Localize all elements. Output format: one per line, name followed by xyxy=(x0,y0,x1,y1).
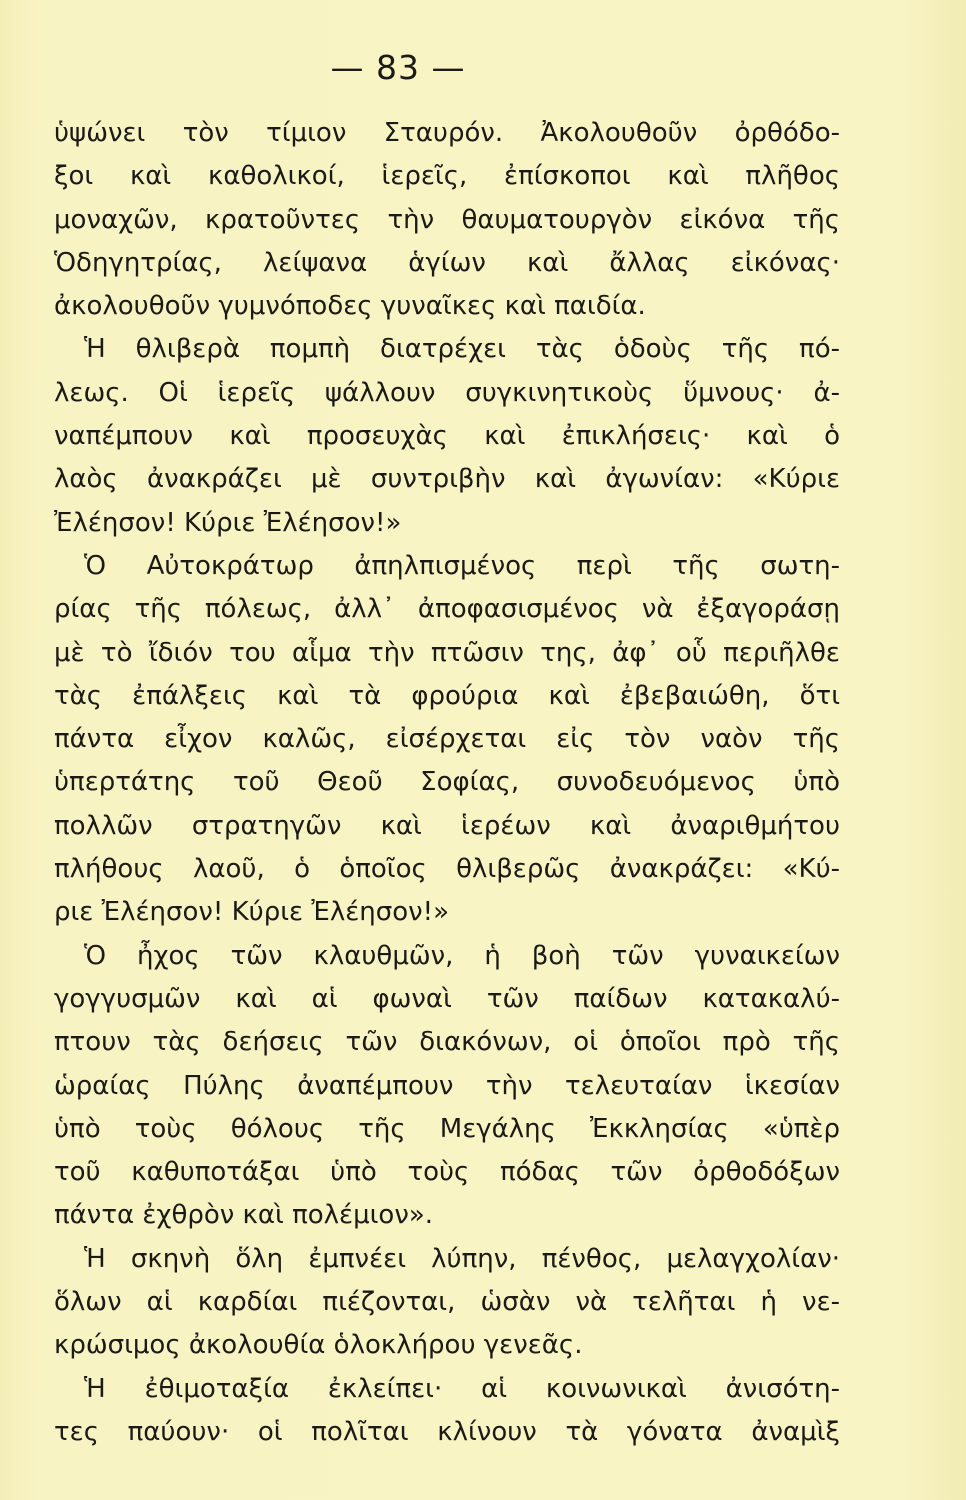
text-line: Ἐλέησον! Κύριε Ἐλέησον!» xyxy=(54,507,402,538)
text-line: πλήθους λαοῦ, ὁ ὁποῖος θλιβερῶς ἀνακράζει: «Κύ- xyxy=(54,854,840,885)
text-line: μὲ τὸ ἴδιόν του αἷμα τὴν πτῶσιν της, ἀφ᾽ οὗ περιῆλθε xyxy=(54,637,840,668)
text-line: ριε Ἐλέησον! Κύριε Ἐλέησον!» xyxy=(54,897,449,928)
text-line: ρίας τῆς πόλεως, ἀλλ᾽ ἀποφασισμένος νὰ ἐξαγοράσῃ xyxy=(54,594,840,625)
text-line: ξοι καὶ καθολικοί, ἱερεῖς, ἐπίσκοποι καὶ πλῆθος xyxy=(54,161,840,192)
text-line: ἀκολουθοῦν γυμνόποδες γυναῖκες καὶ παιδία. xyxy=(54,291,646,322)
text-line: γογγυσμῶν καὶ αἱ φωναὶ τῶν παίδων κατακαλύ- xyxy=(54,983,840,1014)
text-line: ὡραίας Πύλης ἀναπέμπουν τὴν τελευταίαν ἱκεσίαν xyxy=(54,1070,840,1101)
text-line: ὅλων αἱ καρδίαι πιέζονται, ὡσὰν νὰ τελῆται ἡ νε- xyxy=(54,1287,840,1318)
body-text xyxy=(54,112,840,1454)
text-line: Ὁ ἦχος τῶν κλαυθμῶν, ἡ βοὴ τῶν γυναικείων xyxy=(84,940,840,971)
text-line: ὑψώνει τὸν τίμιον Σταυρόν. Ἀκολουθοῦν ὀρθόδο- xyxy=(54,118,840,148)
text-line: πτουν τὰς δεήσεις τῶν διακόνων, οἱ ὁποῖοι πρὸ τῆς xyxy=(54,1027,840,1058)
text-line: ὑπερτάτης τοῦ Θεοῦ Σοφίας, συνοδευόμενος ὑπὸ xyxy=(54,767,840,798)
text-line: πάντα εἶχον καλῶς, εἰσέρχεται εἰς τὸν ναὸν τῆς xyxy=(54,724,840,755)
text-line: Ἡ θλιβερὰ πομπὴ διατρέχει τὰς ὁδοὺς τῆς πό- xyxy=(84,334,840,365)
text-line: λεως. Οἱ ἱερεῖς ψάλλουν συγκινητικοὺς ὕμνους· ἀ- xyxy=(54,377,840,408)
text-line: Ἡ ἐθιμοταξία ἐκλείπει· αἱ κοινωνικαὶ ἀνισότη- xyxy=(84,1373,840,1404)
text-line: μοναχῶν, κρατοῦντες τὴν θαυματουργὸν εἰκόνα τῆς xyxy=(54,204,840,235)
text-line: τες παύουν· οἱ πολῖται κλίνουν τὰ γόνατα ἀναμὶξ xyxy=(54,1416,840,1447)
text-line: Ἡ σκηνὴ ὅλη ἐμπνέει λύπην, πένθος, μελαγχολίαν· xyxy=(84,1243,840,1274)
text-line: ναπέμπουν καὶ προσευχὰς καὶ ἐπικλήσεις· καὶ ὁ xyxy=(54,421,840,452)
text-line: πολλῶν στρατηγῶν καὶ ἱερέων καὶ ἀναριθμήτου xyxy=(54,810,840,841)
page-number: — 83 — xyxy=(330,48,466,87)
text-line: τὰς ἐπάλξεις καὶ τὰ φρούρια καὶ ἐβεβαιώθη, ὅτι xyxy=(54,680,840,711)
text-line: Ὁδηγητρίας, λείψανα ἁγίων καὶ ἄλλας εἰκόνας· xyxy=(54,247,840,278)
text-line: λαὸς ἀνακράζει μὲ συντριβὴν καὶ ἀγωνίαν: «Κύριε xyxy=(54,464,840,495)
text-line: ὑπὸ τοὺς θόλους τῆς Μεγάλης Ἐκκλησίας «ὑπὲρ xyxy=(54,1113,840,1144)
text-line: τοῦ καθυποτάξαι ὑπὸ τοὺς πόδας τῶν ὀρθοδόξων xyxy=(54,1157,840,1188)
text-line: Ὁ Αὐτοκράτωρ ἀπηλπισμένος περὶ τῆς σωτη- xyxy=(84,550,840,581)
text-line: πάντα ἐχθρὸν καὶ πολέμιον». xyxy=(54,1200,434,1231)
text-line: κρώσιμος ἀκολουθία ὁλοκλήρου γενεᾶς. xyxy=(54,1330,583,1361)
